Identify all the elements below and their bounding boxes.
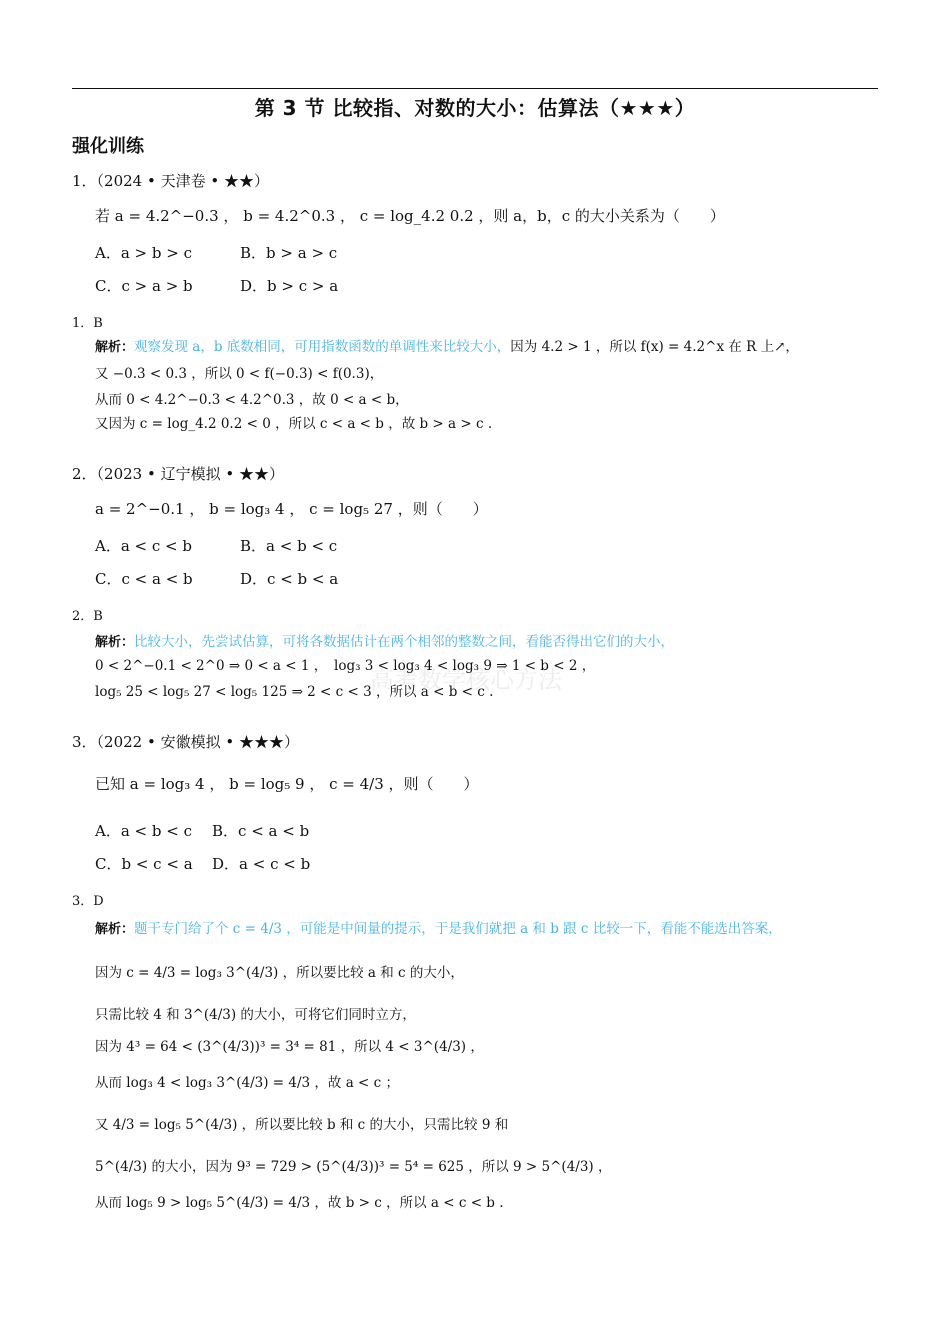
q1-option-d: D．b > c > a — [240, 277, 339, 295]
q2-option-b: B．a < b < c — [240, 537, 338, 555]
q3-heading: 3．（2022 • 安徽模拟 • ★★★） — [72, 733, 299, 751]
q2-option-d: D．c < b < a — [240, 570, 339, 588]
q2-option-c: C．c < a < b — [95, 570, 193, 588]
header-rule — [72, 88, 878, 89]
q1-hint: 观察发现 a，b 底数相同，可用指数函数的单调性来比较大小， — [134, 339, 511, 355]
q2-answer: 2．B — [72, 609, 103, 624]
q3-explanation-line-4: 因为 4³ = 64 < (3^(4/3))³ = 3⁴ = 81 ，所以 4 < 3^(4/3) ， — [95, 1039, 484, 1055]
q3-answer: 3．D — [72, 894, 104, 909]
q3-option-a: A．a < b < c — [95, 822, 192, 840]
q1-explanation-line-3: 从而 0 < 4.2^−0.3 < 4.2^0.3 ，故 0 < a < b， — [95, 392, 409, 408]
q3-explanation-line-2: 因为 c = 4/3 = log₃ 3^(4/3) ，所以要比较 a 和 c 的大小， — [95, 965, 464, 981]
q3-explanation-line-5: 从而 log₃ 4 < log₃ 3^(4/3) = 4/3 ，故 a < c ； — [95, 1075, 400, 1091]
q1-option-b: B．b > a > c — [240, 244, 338, 262]
q2-explanation-line-3: log₅ 25 < log₅ 27 < log₅ 125 ⇒ 2 < c < 3 ，所以 a < b < c . — [95, 684, 494, 700]
q2-heading: 2．（2023 • 辽宁模拟 • ★★） — [72, 465, 284, 483]
q1-answer: 1．B — [72, 316, 103, 331]
q3-hint: 题干专门给了个 c = 4/3 ，可能是中间量的提示，于是我们就把 a 和 b 跟 c 比较一下，看能不能选出答案， — [134, 921, 782, 937]
section-title: 强化训练 — [72, 136, 144, 157]
watermark: 高考数学核心方法 — [370, 666, 562, 694]
q3-explanation-line-3: 只需比较 4 和 3^(4/3) 的大小，可将它们同时立方， — [95, 1007, 416, 1023]
q1-stem: 若 a = 4.2^−0.3 ， b = 4.2^0.3 ， c = log_4.2 0.2 ，则 a，b，c 的大小关系为（ ） — [95, 207, 725, 225]
q1-option-a: A．a > b > c — [95, 244, 192, 262]
q3-option-c: C．b < c < a — [95, 855, 193, 873]
q3-option-d: D．a < c < b — [212, 855, 311, 873]
q1-option-c: C．c > a > b — [95, 277, 193, 295]
q3-explanation-line-1 — [95, 918, 782, 941]
q2-hint: 比较大小，先尝试估算，可将各数据估计在两个相邻的整数之间，看能否得出它们的大小， — [134, 634, 675, 650]
q3-explanation-line-6: 又 4/3 = log₅ 5^(4/3) ，所以要比较 b 和 c 的大小，只需比较 9 和 — [95, 1117, 509, 1133]
q3-explanation-line-8: 从而 log₅ 9 > log₅ 5^(4/3) = 4/3 ，故 b > c ，所以 a < c < b . — [95, 1195, 504, 1211]
q2-stem: a = 2^−0.1 ， b = log₃ 4 ， c = log₅ 27 ，则（ ） — [95, 500, 488, 518]
q3-explanation-line-7: 5^(4/3) 的大小，因为 9³ = 729 > (5^(4/3))³ = 5⁴ = 625 ，所以 9 > 5^(4/3) ， — [95, 1159, 612, 1175]
q1-explanation-label: 解析： — [95, 340, 135, 355]
q3-option-b: B．c < a < b — [212, 822, 310, 840]
q3-stem: 已知 a = log₃ 4 ， b = log₅ 9 ， c = 4/3 ，则（ ） — [95, 775, 479, 793]
q1-explanation-line-1 — [95, 336, 799, 359]
q1-line1-tail: 因为 4.2 > 1 ，所以 f(x) = 4.2^x 在 R 上↗， — [510, 339, 799, 355]
q2-explanation-line-1 — [95, 631, 674, 654]
q2-option-a: A．a < c < b — [95, 537, 192, 555]
q3-explanation-label: 解析： — [95, 922, 135, 937]
page-title: 第 3 节 比较指、对数的大小：估算法（★★★） — [254, 96, 696, 120]
q2-explanation-line-2: 0 < 2^−0.1 < 2^0 ⇒ 0 < a < 1 ， log₃ 3 < log₃ 4 < log₃ 9 ⇒ 1 < b < 2 ， — [95, 658, 596, 674]
q1-explanation-line-4: 又因为 c = log_4.2 0.2 < 0 ，所以 c < a < b ，故 b > a > c . — [95, 416, 493, 432]
q2-explanation-label: 解析： — [95, 635, 135, 650]
q1-heading: 1．（2024 • 天津卷 • ★★） — [72, 172, 269, 190]
q1-explanation-line-2: 又 −0.3 < 0.3 ，所以 0 < f(−0.3) < f(0.3)， — [95, 366, 384, 382]
